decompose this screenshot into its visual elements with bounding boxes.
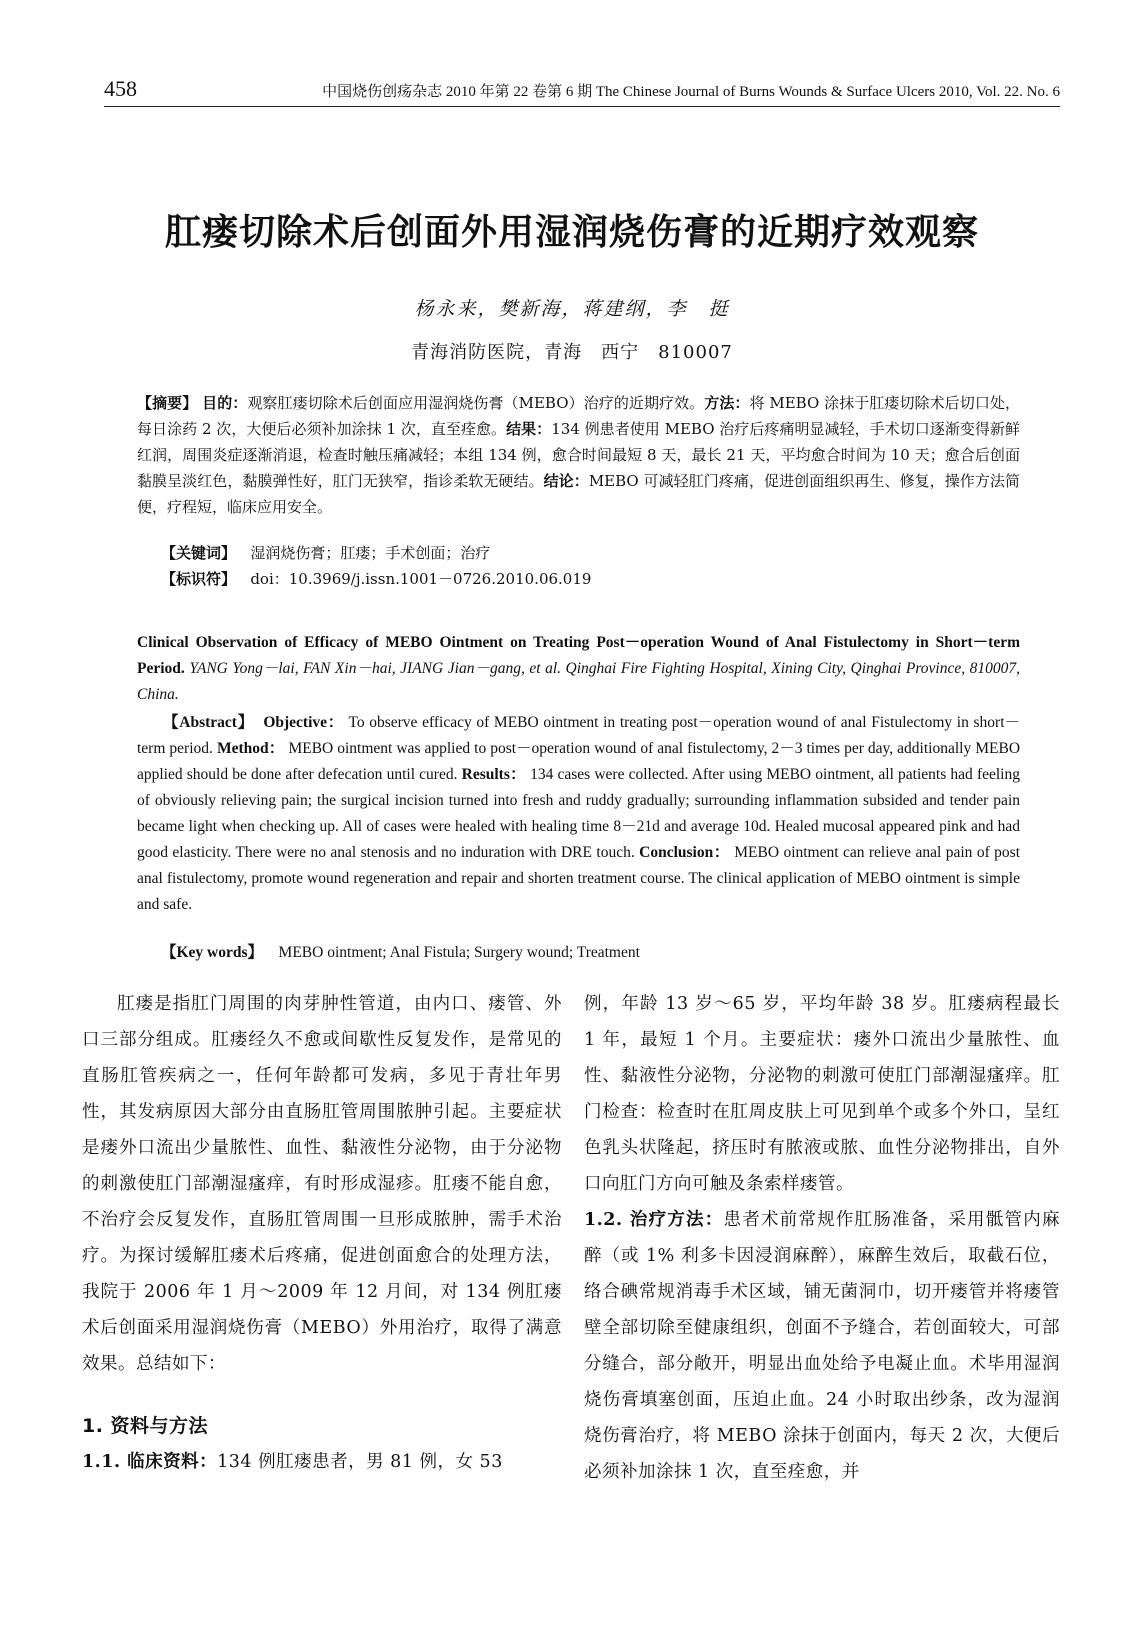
header-rule <box>104 106 1060 107</box>
keywords-cn-label: 【关键词】 <box>161 544 237 562</box>
section-1-2-label: 1.2. 治疗方法： <box>584 1210 724 1230</box>
english-authors: YANG Yong－lai, FAN Xin－hai, JIANG Jian－gang, et al. Qinghai Fire Fighting Hospital, Xining City, Qinghai Province, 810007, China. <box>137 660 1021 703</box>
identifier-cn-label: 【标识符】 <box>161 570 237 588</box>
affiliation: 青海消防医院，青海 西宁 810007 <box>411 342 733 363</box>
section-1-1-text-left: 134 例肛瘘患者，男 81 例，女 53 <box>217 1452 503 1472</box>
conclusion-label: 结论： <box>543 472 589 490</box>
running-header: 中国烧伤创疡杂志 2010 年第 22 卷第 6 期 The Chinese Journal of Burns Wounds & Surface Ulcers 2010, Vol. 22. No. 6 <box>322 84 1060 100</box>
english-conclusion: MEBO ointment can relieve anal pain of post anal fistulectomy, promote wound regeneration and repair and shorten treatment course. The clinical application of MEBO ointment is simple and safe. <box>137 844 1020 913</box>
results-label: 结果： <box>506 420 552 438</box>
identifier-cn <box>161 568 591 589</box>
keywords-cn <box>161 542 490 563</box>
article-title: 肛瘘切除术后创面外用湿润烧伤膏的近期疗效观察 <box>164 212 979 253</box>
english-method-label: Method： <box>216 740 285 757</box>
results-text: 134 例患者使用 MEBO 治疗后疼痛明显减轻，手术切口逐渐变得新鲜红润，周围炎症逐渐消退，检查时触压痛减轻；本组 134 例，愈合时间最短 8 天，最长 21 天，平均愈合时间为 10 天；愈合后创面黏膜呈淡红色，黏膜弹性好，肛门无狭窄，指诊柔软无硬结。 <box>137 420 1020 490</box>
english-keywords <box>161 940 640 962</box>
authors: 杨永来，樊新海，蒋建纲，李 挺 <box>414 298 730 320</box>
intro-paragraph: 肛瘘是指肛门周围的肉芽肿性管道，由内口、瘘管、外口三部分组成。肛瘘经久不愈或间歇性反复发作，是常见的直肠肛管疾病之一，任何年龄都可发病，多见于青壮年男性，其发病原因大部分由直肠肛管周围脓肿引起。主要症状是瘘外口流出少量脓性、血性、黏液性分泌物，由于分泌物的刺激使肛门部潮湿瘙痒，有时形成湿疹。肛瘘不能自愈，不治疗会反复发作，直肠肛管周围一旦形成脓肿，需手术治疗。为探讨缓解肛瘘术后疼痛，促进创面愈合的处理方法，我院于 2006 年 1 月～2009 年 12 月间，对 134 例肛瘘术后创面采用湿润烧伤膏（MEBO）外用治疗，取得了满意效果。总结如下： <box>82 994 562 1374</box>
method-label: 方法： <box>704 394 750 412</box>
abstract-cn <box>137 390 1020 520</box>
english-abstract-label: 【Abstract】 <box>163 714 255 731</box>
english-conclusion-label: Conclusion： <box>639 844 730 861</box>
english-keywords-text: MEBO ointment; Anal Fistula; Surgery wound; Treatment <box>278 944 640 961</box>
english-title: Clinical Observation of Efficacy of MEBO Ointment on Treating Post－operation Wound of Anal Fistulectomy in Short－term Period. <box>137 634 1020 677</box>
english-method: MEBO ointment was applied to post－operation wound of anal fistulectomy, 2－3 times per day, additionally MEBO applied should be done after defecation until cured. <box>137 740 1021 783</box>
method-text: 将 MEBO 涂抹于肛瘘切除术后切口处，每日涂药 2 次，大便后必须补加涂抹 1 次，直至痊愈。 <box>137 394 1020 438</box>
section-1-1-paragraph <box>82 1444 562 1480</box>
page-number: 458 <box>104 76 137 101</box>
body-right-column <box>584 986 1060 1490</box>
body-left-column <box>82 986 562 1480</box>
english-results: 134 cases were collected. After using MEBO ointment, all patients had feeling of obviously relieving pain; the surgical incision turned into fresh and ruddy gradually; surrounding inflammation subsided and tender pain became light when checking up. All of cases were healed with healing time 8－21d and average 10d. Healed mucosal appeared pink and had good elasticity. There were no anal stenosis and no induration with DRE touch. <box>137 766 1020 861</box>
conclusion-text: MEBO 可减轻肛门疼痛，促进创面组织再生、修复，操作方法简便，疗程短，临床应用安全。 <box>137 472 1020 516</box>
english-keywords-label: 【Key words】 <box>161 944 264 961</box>
english-objective-label: Objective： <box>263 714 345 731</box>
objective-label: 目的： <box>202 394 248 412</box>
english-abstract-block <box>137 630 1020 918</box>
section-1-1-continued: 例，年龄 13 岁～65 岁，平均年龄 38 岁。肛瘘病程最长 1 年，最短 1 个月。主要症状：瘘外口流出少量脓性、血性、黏液性分泌物，分泌物的刺激可使肛门部潮湿瘙痒。肛门检查：检查时在肛周皮肤上可见到单个或多个外口，呈红色乳头状隆起，挤压时有脓液或脓、血性分泌物排出，自外口向肛门方向可触及条索样瘘管。 <box>584 994 1060 1194</box>
section-1-2-text: 患者术前常规作肛肠准备，采用骶管内麻醉（或 1% 利多卡因浸润麻醉），麻醉生效后，取截石位，络合碘常规消毒手术区域，铺无菌洞巾，切开瘘管并将瘘管壁全部切除至健康组织，创面不予缝合，若创面较大，可部分缝合，部分敞开，明显出血处给予电凝止血。术毕用湿润烧伤膏填塞创面，压迫止血。24 小时取出纱条，改为湿润烧伤膏治疗，将 MEBO 涂抹于创面内，每天 2 次，大便后必须补加涂抹 1 次，直至痊愈，并 <box>584 1210 1060 1482</box>
keywords-cn-text: 湿润烧伤膏；肛瘘；手术创面；治疗 <box>250 544 491 562</box>
section-1-1-label: 1.1. 临床资料： <box>82 1452 218 1472</box>
identifier-cn-text: doi：10.3969/j.issn.1001－0726.2010.06.019 <box>250 570 592 588</box>
section-1-heading: 1. 资料与方法 <box>82 1415 209 1437</box>
english-results-label: Results： <box>461 766 526 783</box>
english-objective: To observe efficacy of MEBO ointment in treating post－operation wound of anal Fistulectomy in short－term period. <box>137 714 1020 757</box>
abstract-cn-label: 【摘要】 <box>137 394 198 412</box>
section-1-2-paragraph <box>584 1202 1060 1490</box>
objective-text: 观察肛瘘切除术后创面应用湿润烧伤膏（MEBO）治疗的近期疗效。 <box>247 394 705 412</box>
